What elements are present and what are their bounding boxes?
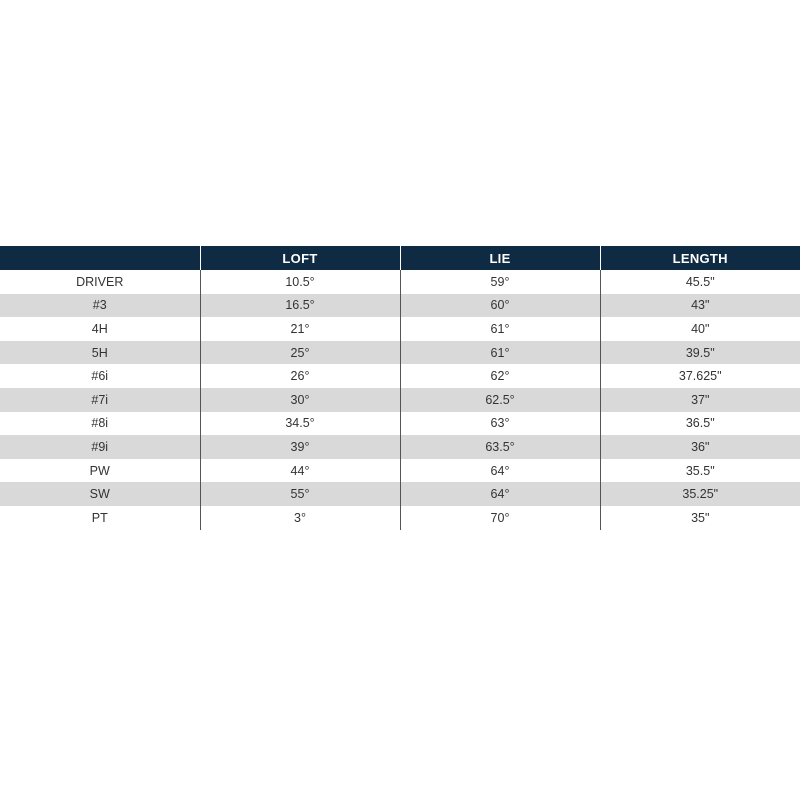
length-cell: 45.5" bbox=[600, 270, 800, 294]
header-club bbox=[0, 246, 200, 270]
loft-cell: 3° bbox=[200, 506, 400, 530]
length-cell: 37" bbox=[600, 388, 800, 412]
table-row bbox=[0, 270, 800, 294]
loft-cell: 21° bbox=[200, 317, 400, 341]
club-cell: #7i bbox=[0, 388, 200, 412]
club-cell: PW bbox=[0, 459, 200, 483]
length-cell: 40" bbox=[600, 317, 800, 341]
lie-cell: 61° bbox=[400, 317, 600, 341]
table-row bbox=[0, 435, 800, 459]
club-cell: #9i bbox=[0, 435, 200, 459]
length-cell: 39.5" bbox=[600, 341, 800, 365]
club-cell: #8i bbox=[0, 412, 200, 436]
club-cell: PT bbox=[0, 506, 200, 530]
length-cell: 43" bbox=[600, 294, 800, 318]
lie-cell: 64° bbox=[400, 459, 600, 483]
club-cell: #3 bbox=[0, 294, 200, 318]
loft-cell: 25° bbox=[200, 341, 400, 365]
table-row bbox=[0, 364, 800, 388]
lie-cell: 61° bbox=[400, 341, 600, 365]
header-row bbox=[0, 246, 800, 270]
lie-cell: 63° bbox=[400, 412, 600, 436]
table-row bbox=[0, 294, 800, 318]
club-cell: 5H bbox=[0, 341, 200, 365]
length-cell: 35.5" bbox=[600, 459, 800, 483]
club-spec-table bbox=[0, 246, 800, 530]
lie-cell: 63.5° bbox=[400, 435, 600, 459]
lie-cell: 70° bbox=[400, 506, 600, 530]
club-cell: DRIVER bbox=[0, 270, 200, 294]
lie-cell: 60° bbox=[400, 294, 600, 318]
table-row bbox=[0, 482, 800, 506]
loft-cell: 39° bbox=[200, 435, 400, 459]
length-cell: 36" bbox=[600, 435, 800, 459]
length-cell: 37.625" bbox=[600, 364, 800, 388]
table-row bbox=[0, 388, 800, 412]
length-cell: 35" bbox=[600, 506, 800, 530]
loft-cell: 16.5° bbox=[200, 294, 400, 318]
length-cell: 36.5" bbox=[600, 412, 800, 436]
loft-cell: 10.5° bbox=[200, 270, 400, 294]
club-cell: SW bbox=[0, 482, 200, 506]
table-row bbox=[0, 459, 800, 483]
header-length: LENGTH bbox=[600, 246, 800, 270]
loft-cell: 34.5° bbox=[200, 412, 400, 436]
table-row bbox=[0, 341, 800, 365]
loft-cell: 44° bbox=[200, 459, 400, 483]
loft-cell: 55° bbox=[200, 482, 400, 506]
table-row bbox=[0, 412, 800, 436]
loft-cell: 26° bbox=[200, 364, 400, 388]
table-header bbox=[0, 246, 800, 270]
table-body bbox=[0, 270, 800, 530]
header-lie: LIE bbox=[400, 246, 600, 270]
lie-cell: 59° bbox=[400, 270, 600, 294]
table-row bbox=[0, 317, 800, 341]
loft-cell: 30° bbox=[200, 388, 400, 412]
club-cell: #6i bbox=[0, 364, 200, 388]
header-loft: LOFT bbox=[200, 246, 400, 270]
club-cell: 4H bbox=[0, 317, 200, 341]
lie-cell: 62.5° bbox=[400, 388, 600, 412]
lie-cell: 64° bbox=[400, 482, 600, 506]
lie-cell: 62° bbox=[400, 364, 600, 388]
length-cell: 35.25" bbox=[600, 482, 800, 506]
table-row bbox=[0, 506, 800, 530]
